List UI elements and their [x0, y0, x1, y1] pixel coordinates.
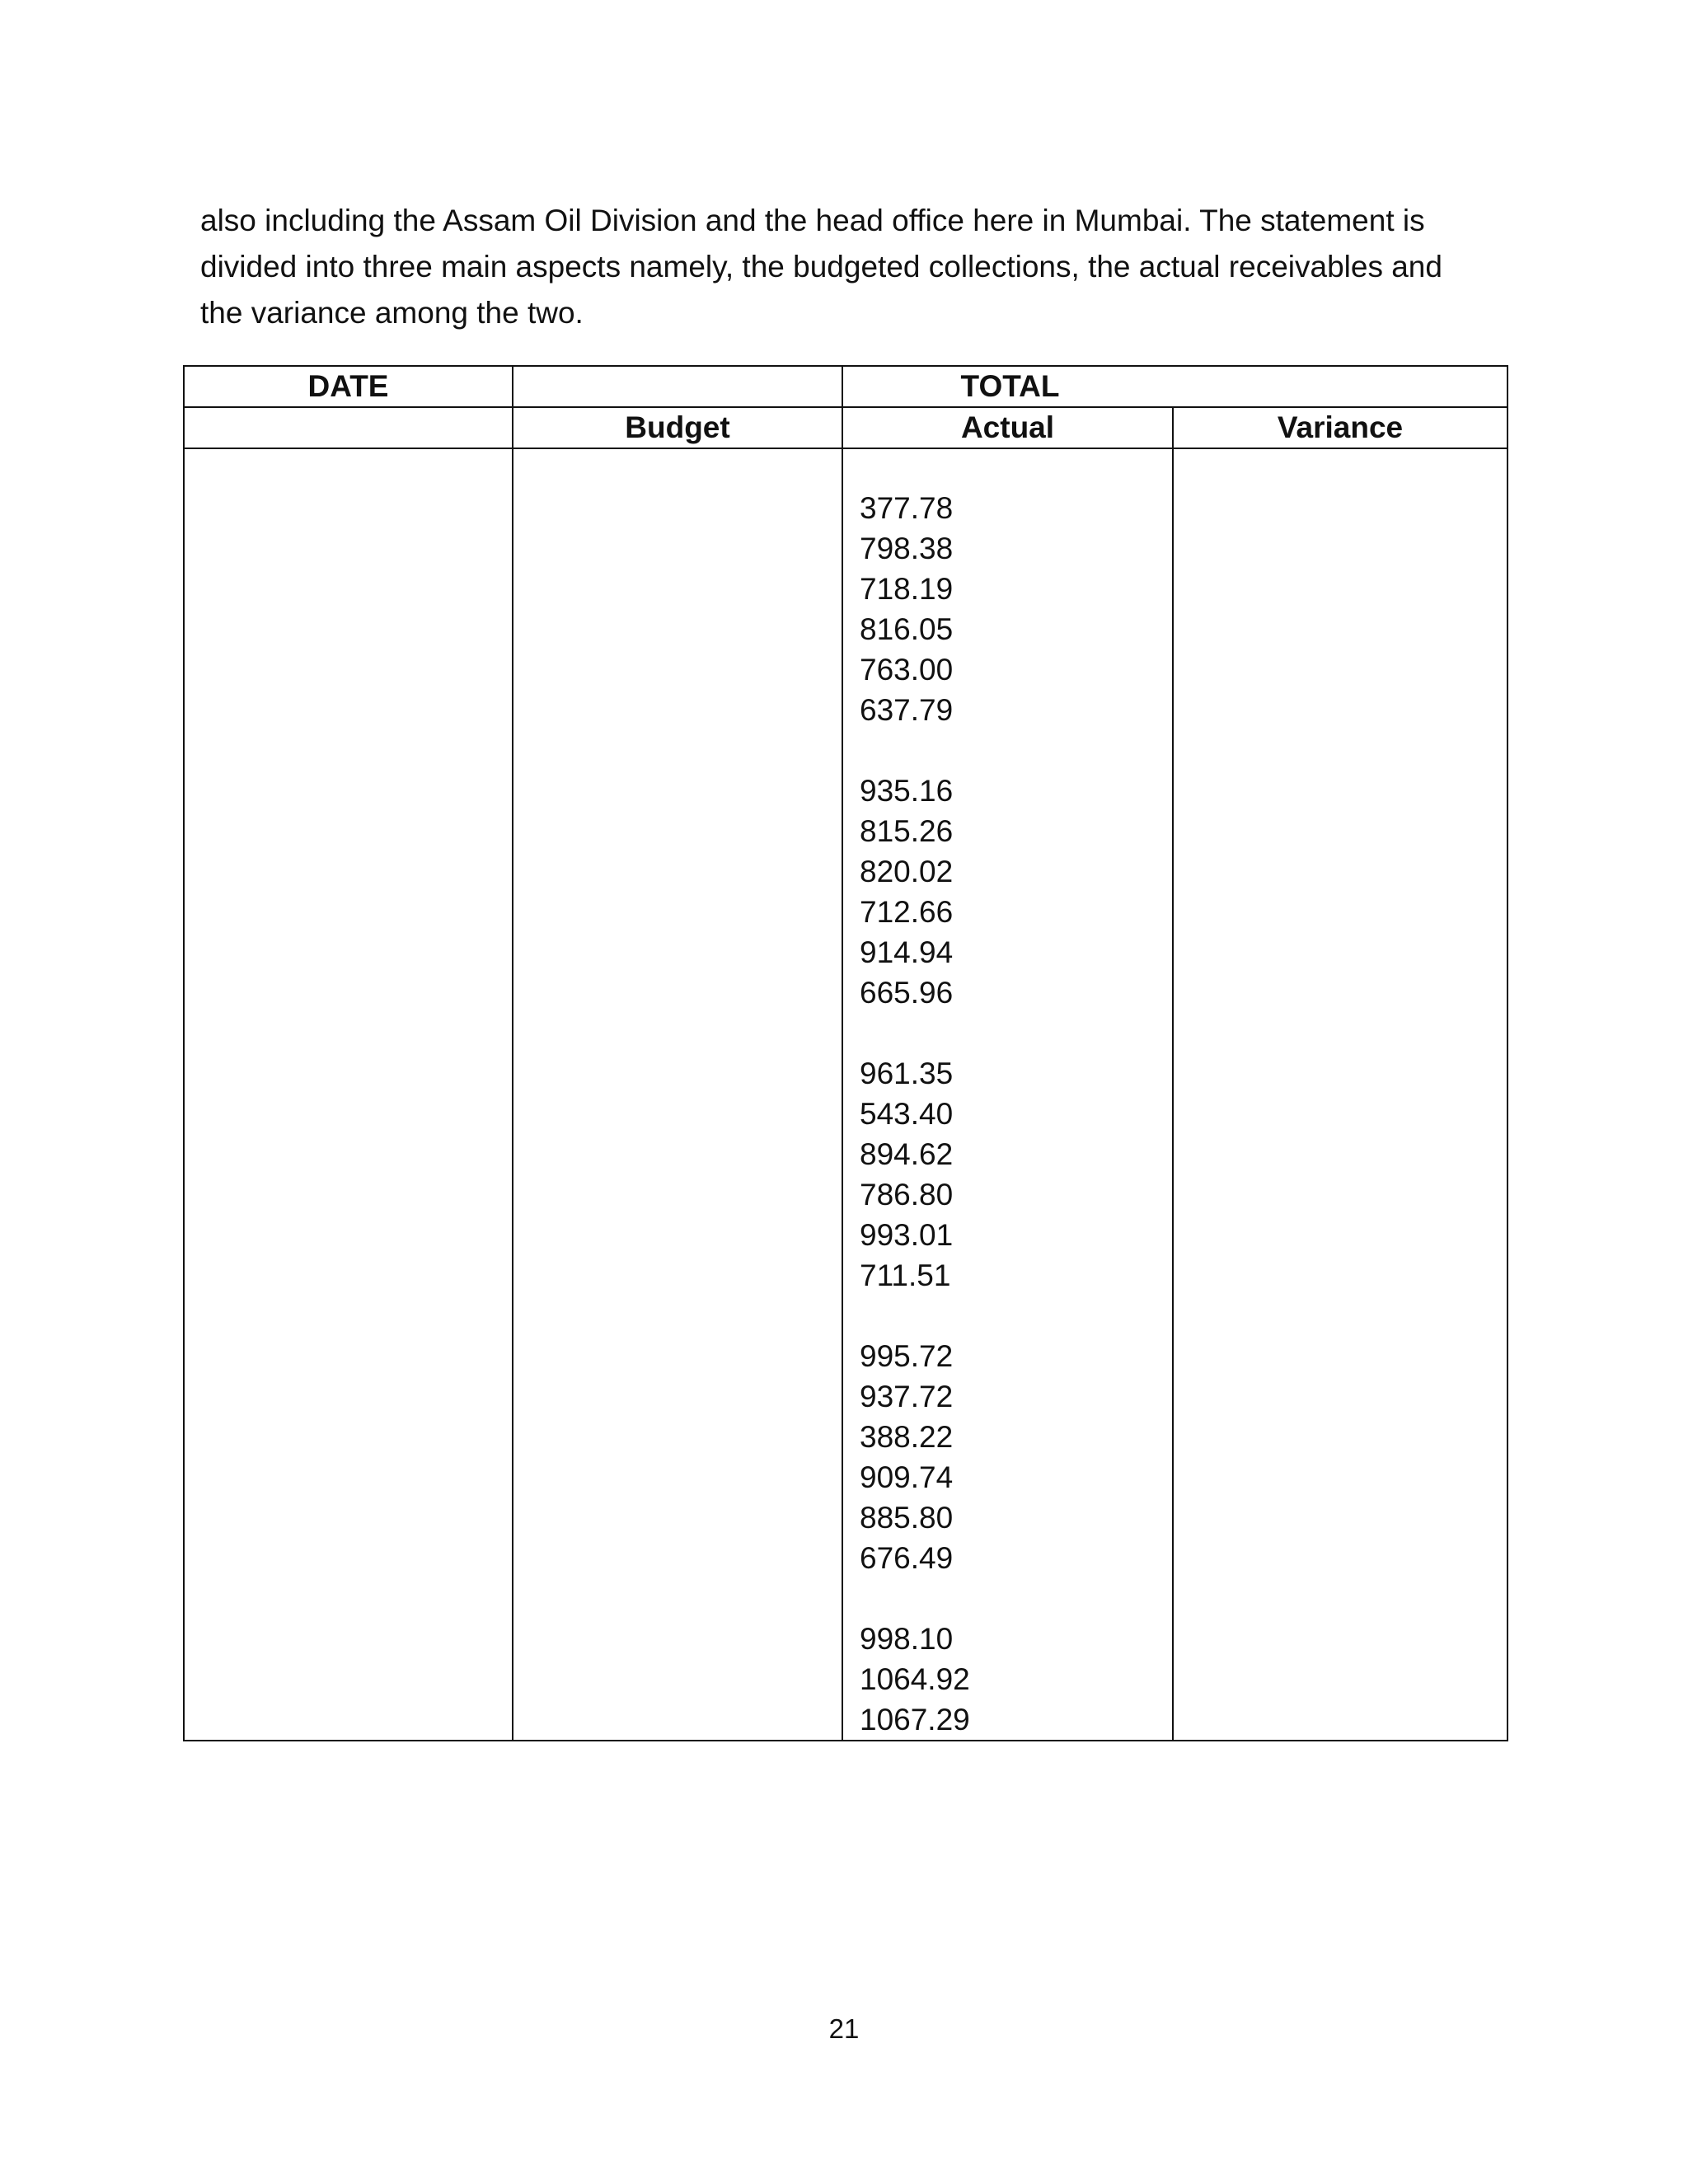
actual-value: 786.80: [860, 1178, 954, 1212]
actual-value: 894.62: [860, 1137, 954, 1171]
actual-value: 937.72: [860, 1380, 954, 1413]
intro-line: also including the Assam Oil Division and the head office here in Mumbai. The statement is: [200, 204, 1425, 237]
table-divider: [842, 365, 843, 1741]
actual-value: 798.38: [860, 532, 954, 565]
actual-values: [860, 488, 970, 1740]
actual-value: 820.02: [860, 855, 954, 888]
intro-paragraph: [200, 198, 1536, 336]
page-number: 21: [828, 2013, 860, 2044]
actual-value: 815.26: [860, 814, 954, 848]
actual-value: 935.16: [860, 774, 954, 808]
actual-value: 712.66: [860, 895, 954, 929]
actual-value: 1064.92: [860, 1662, 970, 1696]
intro-line: divided into three main aspects namely, the budgeted collections, the actual receivables and: [200, 250, 1442, 284]
intro-line: the variance among the two.: [200, 296, 584, 330]
header-total: TOTAL: [960, 369, 1060, 403]
actual-value: 816.05: [860, 612, 954, 646]
actual-value: 377.78: [860, 491, 954, 525]
actual-value: 993.01: [860, 1218, 954, 1252]
actual-value: 637.79: [860, 693, 954, 727]
actual-value: 914.94: [860, 935, 954, 969]
actual-value: 543.40: [860, 1097, 954, 1131]
actual-value: 711.51: [860, 1258, 951, 1292]
total-table: [183, 365, 1508, 1741]
actual-value: 1067.29: [860, 1703, 970, 1736]
table-divider: [1172, 406, 1174, 1741]
header-variance: Variance: [1277, 410, 1404, 444]
table-divider: [512, 365, 513, 1741]
actual-value: 763.00: [860, 653, 954, 687]
actual-value: 909.74: [860, 1460, 954, 1494]
header-budget: Budget: [625, 410, 730, 444]
actual-value: 998.10: [860, 1622, 954, 1656]
actual-value: 388.22: [860, 1420, 954, 1454]
actual-value: 961.35: [860, 1057, 954, 1090]
actual-value: 718.19: [860, 572, 954, 606]
header-actual: Actual: [960, 410, 1055, 444]
actual-value: 665.96: [860, 976, 954, 1010]
actual-value: 885.80: [860, 1501, 954, 1535]
actual-value: 995.72: [860, 1339, 954, 1373]
header-date: DATE: [307, 369, 389, 403]
actual-value: 676.49: [860, 1541, 954, 1575]
